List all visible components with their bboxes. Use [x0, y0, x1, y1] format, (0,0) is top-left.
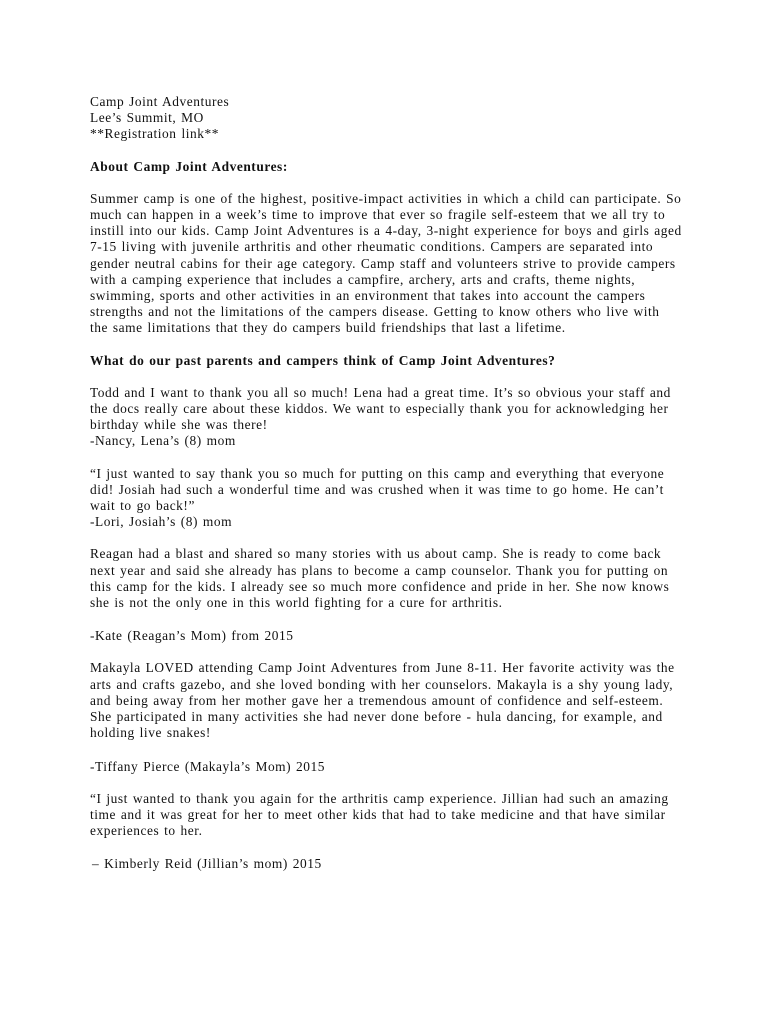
- location: Lee’s Summit, MO: [90, 110, 204, 126]
- testimonial-4: [90, 660, 682, 774]
- testimonial-quote: “I just wanted to say thank you so much for putting on this camp and everything that everyone did! Josiah had such a wonderful time and was crushed when it was time to go home. He can’t wait to go back!”: [90, 465, 665, 514]
- testimonial-author: -Nancy, Lena’s (8) mom: [90, 433, 236, 449]
- testimonial-2: [90, 466, 682, 531]
- registration-link-placeholder: **Registration link**: [90, 126, 219, 142]
- testimonial-quote: Todd and I want to thank you all so much! Lena had a great time. It’s so obvious your staff and the docs really care about these kiddos. We want to especially thank you for acknowledging her birthday while she was there!: [90, 384, 671, 433]
- testimonial-5: [90, 791, 682, 873]
- about-heading: About Camp Joint Adventures:: [90, 158, 288, 174]
- testimonial-quote: Reagan had a blast and shared so many stories with us about camp. She is ready to come back next year and said she already has plans to become a camp counselor. Thank you for putting on this camp for the kids. I already see so much more confidence and pride in her. She now knows she is not the only one in this world fighting for a cure for arthritis.: [90, 546, 670, 611]
- testimonial-1: [90, 385, 682, 450]
- testimonial-author: – Kimberly Reid (Jillian’s mom) 2015: [92, 856, 322, 872]
- testimonial-author: -Tiffany Pierce (Makayla’s Mom) 2015: [90, 758, 326, 774]
- testimonial-quote: Makayla LOVED attending Camp Joint Adventures from June 8-11. Her favorite activity was the arts and crafts gazebo, and she loved bonding with her counselors. Makayla is a shy young lady, and being away from her mother gave her a tremendous amount of confidence and self-esteem. She participated in many activities she had never done before - hula dancing, for example, and holding live snakes!: [90, 660, 675, 741]
- org-name: Camp Joint Adventures: [90, 94, 230, 109]
- testimonial-author: -Kate (Reagan’s Mom) from 2015: [90, 628, 294, 644]
- testimonial-author: -Lori, Josiah’s (8) mom: [90, 514, 233, 530]
- about-body: Summer camp is one of the highest, positive-impact activities in which a child can participate. So much can happen in a week’s time to improve that ever so fragile self-esteem that we all try to instill into our kids. Camp Joint Adventures is a 4-day, 3-night experience for boys and girls aged 7-15 living with juvenile arthritis and other rheumatic conditions. Campers are separated into gender neutral cabins for their age category. Camp staff and volunteers strive to provide campers with a camping experience that includes a campfire, archery, arts and crafts, theme nights, swimming, sports and other activities in an environment that takes into account the campers strengths and not the limitations of the campers disease. Getting to know others who live with the same limitations that they do campers build friendships that last a lifetime.: [90, 190, 682, 336]
- testimonials-heading: What do our past parents and campers think of Camp Joint Adventures?: [90, 352, 556, 368]
- testimonial-3: [90, 546, 682, 644]
- letterhead: [90, 94, 682, 143]
- testimonial-quote: “I just wanted to thank you again for the arthritis camp experience. Jillian had such an amazing time and it was great for her to meet other kids that had to take medicine and that have similar experiences to her.: [90, 790, 669, 839]
